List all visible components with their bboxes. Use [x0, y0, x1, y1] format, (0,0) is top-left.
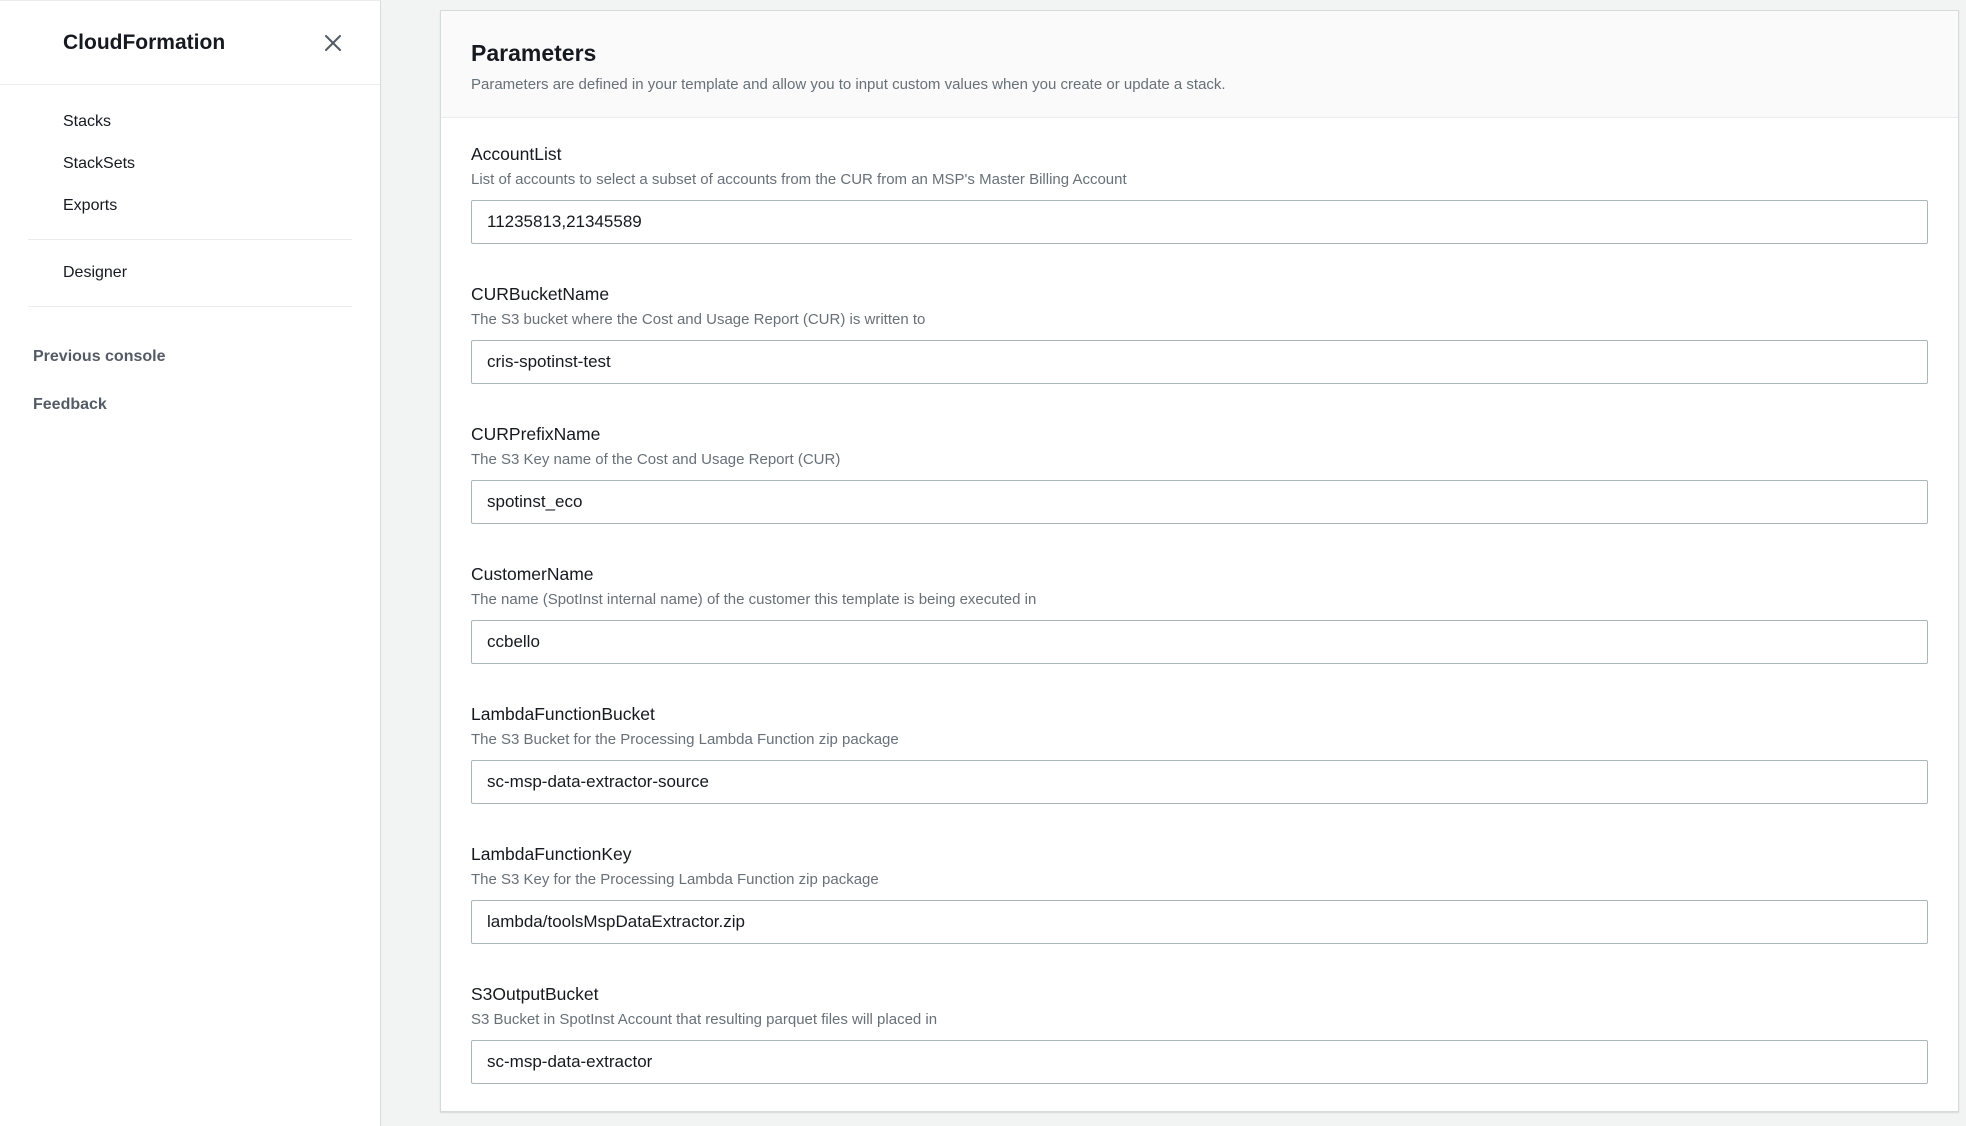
parameter-input-s3outputbucket[interactable] — [471, 1040, 1928, 1084]
parameter-input-lambdafunctionkey[interactable] — [471, 900, 1928, 944]
parameter-field — [471, 702, 1928, 804]
parameter-field — [471, 842, 1928, 944]
parameter-description: The S3 bucket where the Cost and Usage Report (CUR) is written to — [471, 311, 926, 328]
parameter-label-accountlist: AccountList — [471, 144, 562, 164]
parameter-label-lambdafunctionbucket: LambdaFunctionBucket — [471, 704, 655, 724]
sidebar-link-previous-console[interactable]: Previous console — [33, 348, 166, 365]
sidebar-footer-links — [0, 333, 380, 429]
parameters-panel — [440, 10, 1959, 1112]
parameter-input-accountlist[interactable] — [471, 200, 1928, 244]
parameter-field — [471, 422, 1928, 524]
parameter-field — [471, 982, 1928, 1084]
parameter-input-curbucketname[interactable] — [471, 340, 1928, 384]
sidebar-item-stacks[interactable]: Stacks — [63, 113, 112, 130]
parameter-field — [471, 142, 1928, 244]
divider — [28, 239, 352, 240]
sidebar-close-button[interactable] — [320, 30, 346, 56]
parameter-description: The name (SpotInst internal name) of the customer this template is being executed in — [471, 591, 1037, 608]
main-content — [381, 0, 1966, 1126]
close-icon — [322, 42, 344, 57]
sidebar — [0, 0, 381, 1126]
parameter-label-lambdafunctionkey: LambdaFunctionKey — [471, 844, 632, 864]
panel-title: Parameters — [471, 40, 597, 66]
parameter-description: The S3 Key name of the Cost and Usage Report (CUR) — [471, 451, 841, 468]
parameter-label-curprefixname: CURPrefixName — [471, 424, 601, 444]
sidebar-item-exports[interactable]: Exports — [63, 197, 118, 214]
parameter-description: The S3 Bucket for the Processing Lambda Function zip package — [471, 731, 899, 748]
panel-description: Parameters are defined in your template and allow you to input custom values when you create or update a stack. — [471, 76, 1226, 93]
parameter-description: The S3 Key for the Processing Lambda Function zip package — [471, 871, 879, 888]
parameter-input-lambdafunctionbucket[interactable] — [471, 760, 1928, 804]
sidebar-header — [0, 1, 380, 85]
parameters-header — [441, 11, 1958, 118]
divider — [28, 306, 352, 307]
parameter-input-curprefixname[interactable] — [471, 480, 1928, 524]
parameter-field — [471, 562, 1928, 664]
parameter-label-customername: CustomerName — [471, 564, 594, 584]
parameter-description: S3 Bucket in SpotInst Account that resulting parquet files will placed in — [471, 1011, 938, 1028]
sidebar-nav-secondary — [0, 252, 380, 294]
parameters-form — [441, 118, 1958, 1104]
parameter-label-s3outputbucket: S3OutputBucket — [471, 984, 599, 1004]
sidebar-link-feedback[interactable]: Feedback — [33, 396, 107, 413]
sidebar-item-stacksets[interactable]: StackSets — [63, 155, 136, 172]
parameter-description: List of accounts to select a subset of accounts from the CUR from an MSP's Master Billing Account — [471, 171, 1127, 188]
sidebar-title: CloudFormation — [63, 30, 226, 54]
parameter-input-customername[interactable] — [471, 620, 1928, 664]
sidebar-nav — [0, 101, 380, 227]
sidebar-item-designer[interactable]: Designer — [63, 264, 128, 281]
parameter-field — [471, 282, 1928, 384]
parameter-label-curbucketname: CURBucketName — [471, 284, 610, 304]
